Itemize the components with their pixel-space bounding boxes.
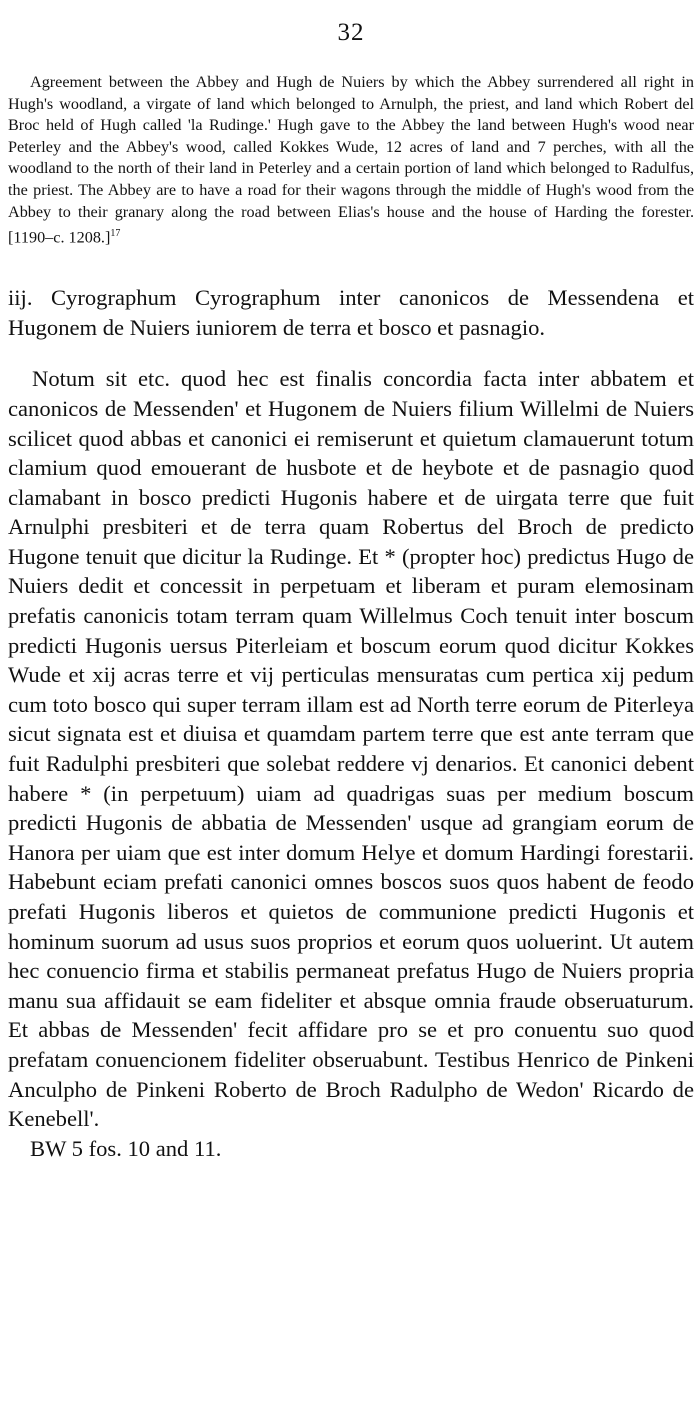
english-summary — [8, 72, 694, 249]
footnote-reference: 17 — [110, 228, 121, 240]
summary-text: Agreement between the Abbey and Hugh de Nuiers by which the Abbey surrendered all right in Hugh's woodland, a virgate of land which belonged to Arnulph, the priest, and land which Robert del Broc held of Hugh called 'la Rudinge.' Hugh gave to the Abbey the land between Hugh's wood near Peterley and the Abbey's wood, called Kokkes Wude, 12 acres of land and 7 perches, with all the woodland to the north of their land in Peterley and a certain portion of land which belonged to Radulfus, the priest. The Abbey are to have a road for their wagons through the middle of Hugh's wood from the Abbey to their granary along the road between Elias's house and the house of Harding the forester. [1190–c. 1208.] — [8, 73, 694, 247]
charter-text: Notum sit etc. quod hec est finalis concordia facta inter abbatem et canonicos de Messenden' et Hugonem de Nuiers filium Willelmi de Nuiers scilicet quod abbas et canonici ei remiserunt et quietum clamauerunt totum clamium quod emouerant de husbote et de heybote et de pasnagio quod clamabant in bosco predicti Hugonis habere et de uirgata terre que fuit Arnulphi presbiteri et de terra quam Robertus del Broch de predicto Hugone tenuit que dicitur la Rudinge. Et * (propter hoc) predictus Hugo de Nuiers dedit et concessit in perpetuam et liberam et puram elemosinam prefatis canonicis totam terram quam Willelmus Coch tenuit inter boscum predicti Hugonis uersus Piterleiam et boscum eorum quod dicitur Kokkes Wude et xij acras terre et vij perticulas mensuratas cum pertica xij pedum cum toto bosco qui super terram illam est ad North terre eorum de Piterleya sicut signata est et diuisa et quamdam partem terre que est ante terram que fuit Radulphi presbiteri que solebat reddere vj denarios. Et canonici debent habere * (in perpetuum) uiam ad quadrigas suas per medium boscum predicti Hugonis de abbatia de Messenden' usque ad grangiam eorum de Hanora per uiam que est inter domum Helye et domum Hardingi forestarii. Habebunt eciam prefati canonici omnes boscos suos quos habent de feodo prefati Hugonis liberos et quietos de communione predicti Hugonis et hominum suorum ad usus suos proprios et eorum quos uoluerint. Ut autem hec conuencio firma et stabilis permaneat prefatus Hugo de Nuiers propria manu sua affidauit se eam fideliter et absque omnia fraude obseruaturum. Et abbas de Messenden' fecit affidare pro se et pro conuentu suo quod prefatam conuencionem fideliter obseruabunt. Testibus Henrico de Pinkeni Anculpho de Pinkeni Roberto de Broch Radulpho de Wedon' Ricardo de Kenebell'. — [8, 366, 694, 1132]
document-page — [8, 0, 694, 1186]
charter-heading: iij. Cyrographum Cyrographum inter canonicos de Messendena et Hugonem de Nuiers iuniorem de terra et bosco et pasnagio. — [8, 285, 694, 340]
source-reference: BW 5 fos. 10 and 11. — [30, 1135, 222, 1161]
page-number: 32 — [337, 19, 365, 46]
